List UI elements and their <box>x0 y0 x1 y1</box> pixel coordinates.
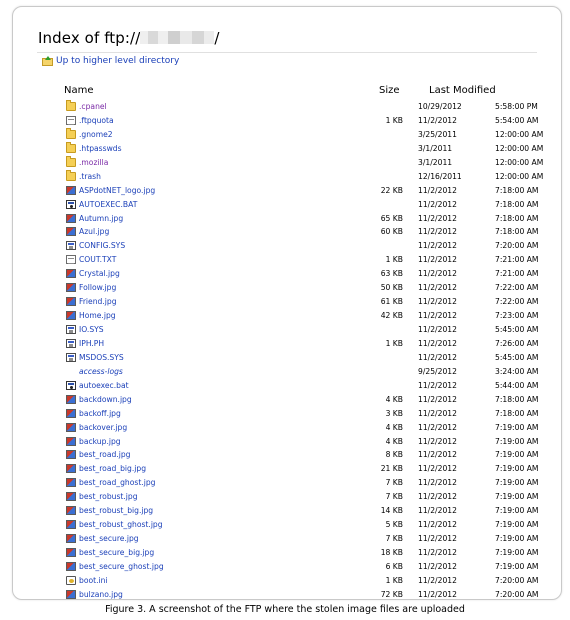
image-file-icon <box>66 520 76 529</box>
file-link[interactable]: Home.jpg <box>79 311 116 321</box>
image-file-icon <box>66 492 76 501</box>
file-row <box>13 462 561 476</box>
file-row <box>13 504 561 518</box>
page-title <box>38 29 220 47</box>
file-time: 7:19:00 AM <box>495 492 539 502</box>
file-row <box>13 239 561 253</box>
file-row <box>13 128 561 142</box>
file-time: 5:44:00 AM <box>495 380 539 390</box>
folder-up-icon <box>42 56 54 66</box>
file-time: 7:19:00 AM <box>495 478 539 488</box>
file-time: 7:21:00 AM <box>495 255 539 265</box>
file-row <box>13 448 561 462</box>
file-time: 7:19:00 AM <box>495 548 539 557</box>
folder-icon <box>66 158 76 167</box>
file-date: 11/2/2012 <box>418 492 457 502</box>
file-time: 7:22:00 AM <box>495 297 539 307</box>
file-size: 4 KB <box>385 394 403 404</box>
file-link[interactable]: best_secure_ghost.jpg <box>79 561 164 571</box>
image-file-icon <box>66 311 76 320</box>
image-file-icon <box>66 283 76 292</box>
file-date: 11/2/2012 <box>418 534 457 544</box>
file-date: 11/2/2012 <box>418 575 457 585</box>
file-date: 11/2/2012 <box>418 297 457 307</box>
file-time: 12:00:00 AM <box>495 171 544 181</box>
file-row <box>13 490 561 504</box>
file-size: 60 KB <box>380 227 403 237</box>
file-time: 12:00:00 AM <box>495 157 544 167</box>
file-link[interactable]: .gnome2 <box>79 129 113 139</box>
file-date: 11/2/2012 <box>418 464 457 474</box>
file-size: 1 KB <box>385 115 403 125</box>
title-divider <box>37 52 537 53</box>
file-size: 22 KB <box>380 185 403 195</box>
image-file-icon <box>66 297 76 306</box>
file-date: 9/25/2012 <box>418 366 457 376</box>
file-time: 7:26:00 AM <box>495 338 539 348</box>
file-date: 11/2/2012 <box>418 506 457 516</box>
file-link[interactable]: best_robust_ghost.jpg <box>79 520 163 530</box>
file-link[interactable]: Follow.jpg <box>79 283 117 293</box>
column-name-header[interactable]: Name <box>64 85 94 96</box>
up-directory-label: Up to higher level directory <box>56 56 180 66</box>
file-time: 7:21:00 AM <box>495 269 539 279</box>
file-link[interactable]: Autumn.jpg <box>79 213 124 223</box>
system-file-icon <box>66 241 76 250</box>
file-row <box>13 198 561 212</box>
file-time: 12:00:00 AM <box>495 129 544 139</box>
folder-icon <box>66 102 76 111</box>
file-link[interactable]: CONFIG.SYS <box>79 241 126 251</box>
file-row <box>13 379 561 393</box>
file-link[interactable]: bulzano.jpg <box>79 589 123 599</box>
file-link[interactable]: .mozilla <box>79 157 109 167</box>
file-link[interactable]: backdown.jpg <box>79 394 132 404</box>
file-link[interactable]: .cpanel <box>79 102 107 111</box>
batch-file-icon <box>66 381 76 390</box>
up-directory-link[interactable] <box>42 56 179 66</box>
image-file-icon <box>66 534 76 543</box>
file-date: 11/2/2012 <box>418 227 457 237</box>
file-size: 21 KB <box>380 464 403 474</box>
file-row <box>13 295 561 309</box>
file-size: 1 KB <box>385 575 403 585</box>
file-date: 11/2/2012 <box>418 422 457 432</box>
file-time: 7:20:00 AM <box>495 589 539 599</box>
file-link[interactable]: best_robust.jpg <box>79 492 138 502</box>
file-date: 11/2/2012 <box>418 478 457 488</box>
file-date: 11/2/2012 <box>418 199 457 209</box>
file-link[interactable]: access-logs <box>79 366 123 376</box>
file-row <box>13 351 561 365</box>
file-size: 18 KB <box>380 548 403 557</box>
file-date: 11/2/2012 <box>418 561 457 571</box>
image-file-icon <box>66 395 76 404</box>
file-link[interactable]: autoexec.bat <box>79 380 129 390</box>
image-file-icon <box>66 269 76 278</box>
file-date: 11/2/2012 <box>418 408 457 418</box>
file-link[interactable]: Friend.jpg <box>79 297 117 307</box>
file-date: 11/2/2012 <box>418 283 457 293</box>
file-time: 7:19:00 AM <box>495 464 539 474</box>
file-date: 12/16/2011 <box>418 171 462 181</box>
file-row <box>13 518 561 532</box>
file-date: 11/2/2012 <box>418 255 457 265</box>
file-row <box>13 393 561 407</box>
system-file-icon <box>66 353 76 362</box>
image-file-icon <box>66 562 76 571</box>
file-time: 7:19:00 AM <box>495 422 539 432</box>
file-link[interactable]: Crystal.jpg <box>79 269 120 279</box>
file-size: 4 KB <box>385 422 403 432</box>
file-link[interactable]: best_robust_big.jpg <box>79 506 154 516</box>
image-file-icon <box>66 506 76 515</box>
file-link[interactable]: best_road_ghost.jpg <box>79 478 156 488</box>
file-date: 11/2/2012 <box>418 311 457 321</box>
file-time: 5:54:00 AM <box>495 115 539 125</box>
batch-file-icon <box>66 200 76 209</box>
file-row <box>13 281 561 295</box>
image-file-icon <box>66 214 76 223</box>
file-row <box>13 421 561 435</box>
file-row <box>13 170 561 184</box>
file-date: 11/2/2012 <box>418 450 457 460</box>
file-date: 11/2/2012 <box>418 436 457 446</box>
file-row <box>13 253 561 267</box>
image-file-icon <box>66 450 76 459</box>
file-size: 8 KB <box>385 450 403 460</box>
file-date: 11/2/2012 <box>418 185 457 195</box>
file-size: 6 KB <box>385 561 403 571</box>
file-time: 7:19:00 AM <box>495 506 539 516</box>
file-size: 1 KB <box>385 255 403 265</box>
file-size: 63 KB <box>380 269 403 279</box>
file-link[interactable]: AUTOEXEC.BAT <box>79 199 138 209</box>
file-size: 7 KB <box>385 478 403 488</box>
file-date: 3/25/2011 <box>418 129 457 139</box>
file-date: 11/2/2012 <box>418 520 457 530</box>
file-row <box>13 323 561 337</box>
file-time: 7:18:00 AM <box>495 185 539 195</box>
file-date: 11/2/2012 <box>418 213 457 223</box>
file-size: 72 KB <box>380 589 403 599</box>
file-link[interactable]: boot.ini <box>79 575 108 585</box>
image-file-icon <box>66 227 76 236</box>
file-size: 50 KB <box>380 283 403 293</box>
file-time: 5:45:00 AM <box>495 352 539 362</box>
file-link[interactable]: IPH.PH <box>79 338 105 348</box>
column-headers <box>13 85 561 99</box>
image-file-icon <box>66 464 76 473</box>
file-link[interactable]: backoff.jpg <box>79 408 121 418</box>
file-date: 11/2/2012 <box>418 338 457 348</box>
file-link[interactable]: best_secure_big.jpg <box>79 548 155 557</box>
settings-file-icon <box>66 576 76 585</box>
file-size: 3 KB <box>385 408 403 418</box>
file-time: 7:19:00 AM <box>495 450 539 460</box>
file-link[interactable]: backover.jpg <box>79 422 128 432</box>
file-row <box>13 560 561 574</box>
file-size: 7 KB <box>385 492 403 502</box>
file-time: 7:19:00 AM <box>495 534 539 544</box>
file-row <box>13 588 561 600</box>
file-time: 3:24:00 AM <box>495 366 539 376</box>
file-date: 11/2/2012 <box>418 548 457 557</box>
folder-icon <box>66 144 76 153</box>
file-row <box>13 476 561 490</box>
file-size: 42 KB <box>380 311 403 321</box>
file-row <box>13 337 561 351</box>
image-file-icon <box>66 478 76 487</box>
system-file-icon <box>66 325 76 334</box>
file-link[interactable]: .htpasswds <box>79 143 122 153</box>
file-date: 3/1/2011 <box>418 157 453 167</box>
folder-icon <box>66 172 76 181</box>
file-row <box>13 267 561 281</box>
file-time: 7:23:00 AM <box>495 311 539 321</box>
file-time: 7:19:00 AM <box>495 520 539 530</box>
file-time: 7:19:00 AM <box>495 436 539 446</box>
file-link[interactable]: best_road_big.jpg <box>79 464 147 474</box>
file-time: 7:18:00 AM <box>495 227 539 237</box>
column-size-header[interactable]: Size <box>379 85 400 96</box>
file-date: 11/2/2012 <box>418 380 457 390</box>
title-prefix: Index of ftp:// <box>38 29 141 47</box>
text-file-icon <box>66 116 76 125</box>
file-time: 7:20:00 AM <box>495 241 539 251</box>
image-file-icon <box>66 437 76 446</box>
file-row <box>13 532 561 546</box>
file-time: 7:18:00 AM <box>495 408 539 418</box>
file-row <box>13 225 561 239</box>
image-file-icon <box>66 548 76 557</box>
file-date: 11/2/2012 <box>418 115 457 125</box>
file-date: 11/2/2012 <box>418 269 457 279</box>
column-modified-header[interactable]: Last Modified <box>429 85 496 96</box>
file-row <box>13 184 561 198</box>
file-link[interactable]: best_secure.jpg <box>79 534 139 544</box>
file-row <box>13 156 561 170</box>
file-date: 11/2/2012 <box>418 589 457 599</box>
file-link[interactable]: .trash <box>79 171 101 181</box>
system-file-icon <box>66 339 76 348</box>
file-row <box>13 100 561 114</box>
image-file-icon <box>66 423 76 432</box>
file-time: 7:18:00 AM <box>495 394 539 404</box>
file-row <box>13 114 561 128</box>
file-time: 7:18:00 AM <box>495 213 539 223</box>
file-link[interactable]: COUT.TXT <box>79 255 117 265</box>
file-size: 7 KB <box>385 534 403 544</box>
file-date: 11/2/2012 <box>418 325 457 334</box>
file-link[interactable]: best_road.jpg <box>79 450 131 460</box>
ftp-listing-panel <box>12 6 562 600</box>
file-size: 61 KB <box>380 297 403 307</box>
file-time: 7:19:00 AM <box>495 561 539 571</box>
file-time: 5:45:00 AM <box>495 325 539 334</box>
file-size: 65 KB <box>380 213 403 223</box>
file-time: 5:58:00 PM <box>495 102 538 111</box>
image-file-icon <box>66 186 76 195</box>
file-link[interactable]: IO.SYS <box>79 325 104 334</box>
file-row <box>13 407 561 421</box>
file-row <box>13 309 561 323</box>
file-date: 11/2/2012 <box>418 352 457 362</box>
file-row <box>13 435 561 449</box>
text-file-icon <box>66 255 76 264</box>
file-link[interactable]: ASPdotNET_logo.jpg <box>79 185 156 195</box>
file-size: 14 KB <box>380 506 403 516</box>
file-row <box>13 574 561 588</box>
title-suffix: / <box>214 29 220 47</box>
file-date: 11/2/2012 <box>418 241 457 251</box>
image-file-icon <box>66 590 76 599</box>
image-file-icon <box>66 409 76 418</box>
file-time: 7:18:00 AM <box>495 199 539 209</box>
file-time: 7:22:00 AM <box>495 283 539 293</box>
redacted-host <box>140 31 214 44</box>
file-link[interactable]: Azul.jpg <box>79 227 110 237</box>
file-size: 4 KB <box>385 436 403 446</box>
file-row <box>13 365 561 379</box>
file-date: 10/29/2012 <box>418 102 462 111</box>
file-list <box>13 100 561 600</box>
file-size: 5 KB <box>385 520 403 530</box>
file-time: 12:00:00 AM <box>495 143 544 153</box>
file-date: 3/1/2011 <box>418 143 453 153</box>
file-size: 1 KB <box>385 338 403 348</box>
file-date: 11/2/2012 <box>418 394 457 404</box>
file-row <box>13 142 561 156</box>
file-time: 7:20:00 AM <box>495 575 539 585</box>
file-row <box>13 546 561 560</box>
file-link[interactable]: MSDOS.SYS <box>79 352 124 362</box>
figure-caption: Figure 3. A screenshot of the FTP where the stolen image files are uploaded <box>105 604 465 615</box>
folder-icon <box>66 130 76 139</box>
file-link[interactable]: backup.jpg <box>79 436 121 446</box>
file-link[interactable]: .ftpquota <box>79 115 114 125</box>
file-row <box>13 212 561 226</box>
